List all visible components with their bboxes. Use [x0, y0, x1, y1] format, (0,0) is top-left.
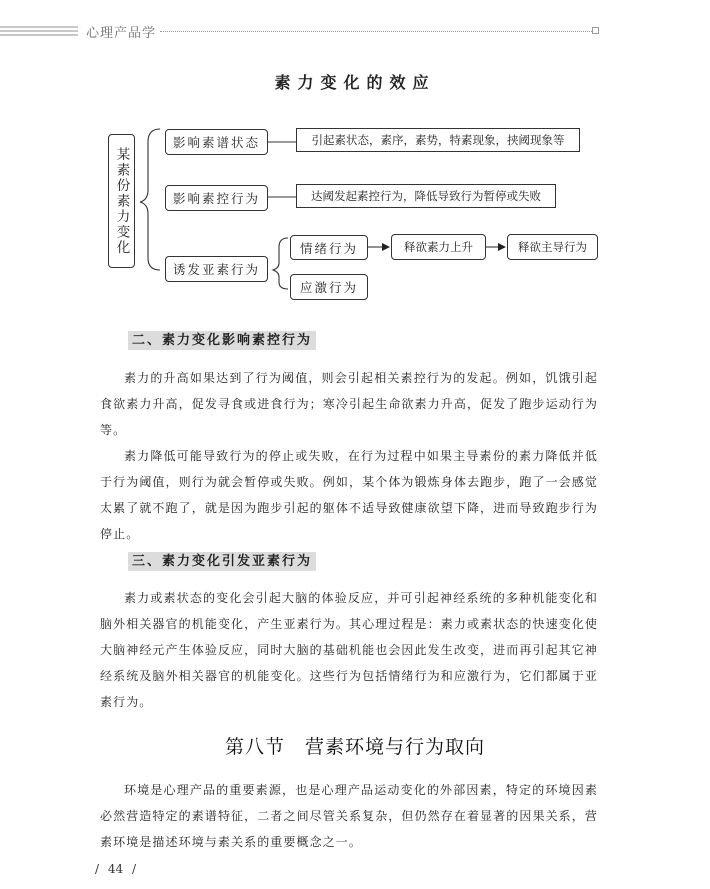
branch-node-2: 影响素控行为	[165, 185, 268, 211]
paragraph: 素力的升高如果达到了行为阈值，则会引起相关素控行为的发起。例如，饥饿引起食欲素力升高，促发寻食或进食行为；寒冷引起生命欲素力升高，促发了跑步运动行为等。	[100, 371, 598, 437]
sub-node-emotion: 情绪行为	[290, 235, 368, 260]
diagram-connectors	[0, 0, 710, 310]
root-brace	[140, 129, 160, 270]
section-heading: 三、素力变化引发亚素行为	[128, 552, 316, 571]
diagram-title: 素力变化的效应	[274, 73, 436, 92]
branch-node-1: 影响素谱状态	[165, 129, 268, 155]
result-node-1: 引起素状态，素序，素势，特素现象，挟阈现象等	[296, 128, 580, 152]
chapter-title: 第八节 营素环境与行为取向	[224, 736, 485, 758]
sub-brace	[273, 238, 288, 289]
paragraph: 环境是心理产品的重要素源，也是心理产品运动变化的外部因素，特定的环境因素必然营造特定的素谱特征，二者之间尽管关系复杂，但仍然存在着显著的因果关系，营素环境是描述环境与素关系的重要概念之一。	[100, 783, 598, 849]
chain-node-1: 释欲素力上升	[391, 234, 486, 260]
running-title: 心理产品学	[86, 26, 157, 41]
section-heading: 二、素力变化影响素控行为	[128, 331, 316, 350]
chain-node-2: 释欲主导行为	[507, 234, 598, 260]
root-node: 某素份素力变化	[108, 134, 135, 268]
page-number: / 44 /	[95, 862, 136, 876]
paragraph: 素力降低可能导致行为的停止或失败，在行为过程中如果主导素份的素力降低并低于行为阈值，则行为就会暂停或失败。例如，某个体为锻炼身体去跑步，跑了一会感觉太累了就不跑了，就是因为跑步引起的躯体不适导致健康欲望下降，进而导致跑步行为停止。	[100, 449, 598, 541]
paragraph: 素力或素状态的变化会引起大脑的体验反应，并可引起神经系统的多种机能变化和脑外相关器官的机能变化，产生亚素行为。其心理过程是：素力或素状态的快速变化使大脑神经元产生体验反应，同时大脑的基础机能也会因此发生改变，进而再引起其它神经系统及脑外相关器官的机能变化。这些行为包括情绪行为和应激行为，它们都属于亚素行为。	[100, 591, 598, 709]
result-node-2: 达阈发起素控行为，降低导致行为暂停或失败	[296, 184, 556, 208]
branch-node-3: 诱发亚素行为	[165, 256, 268, 282]
sub-node-stress: 应激行为	[290, 274, 368, 300]
